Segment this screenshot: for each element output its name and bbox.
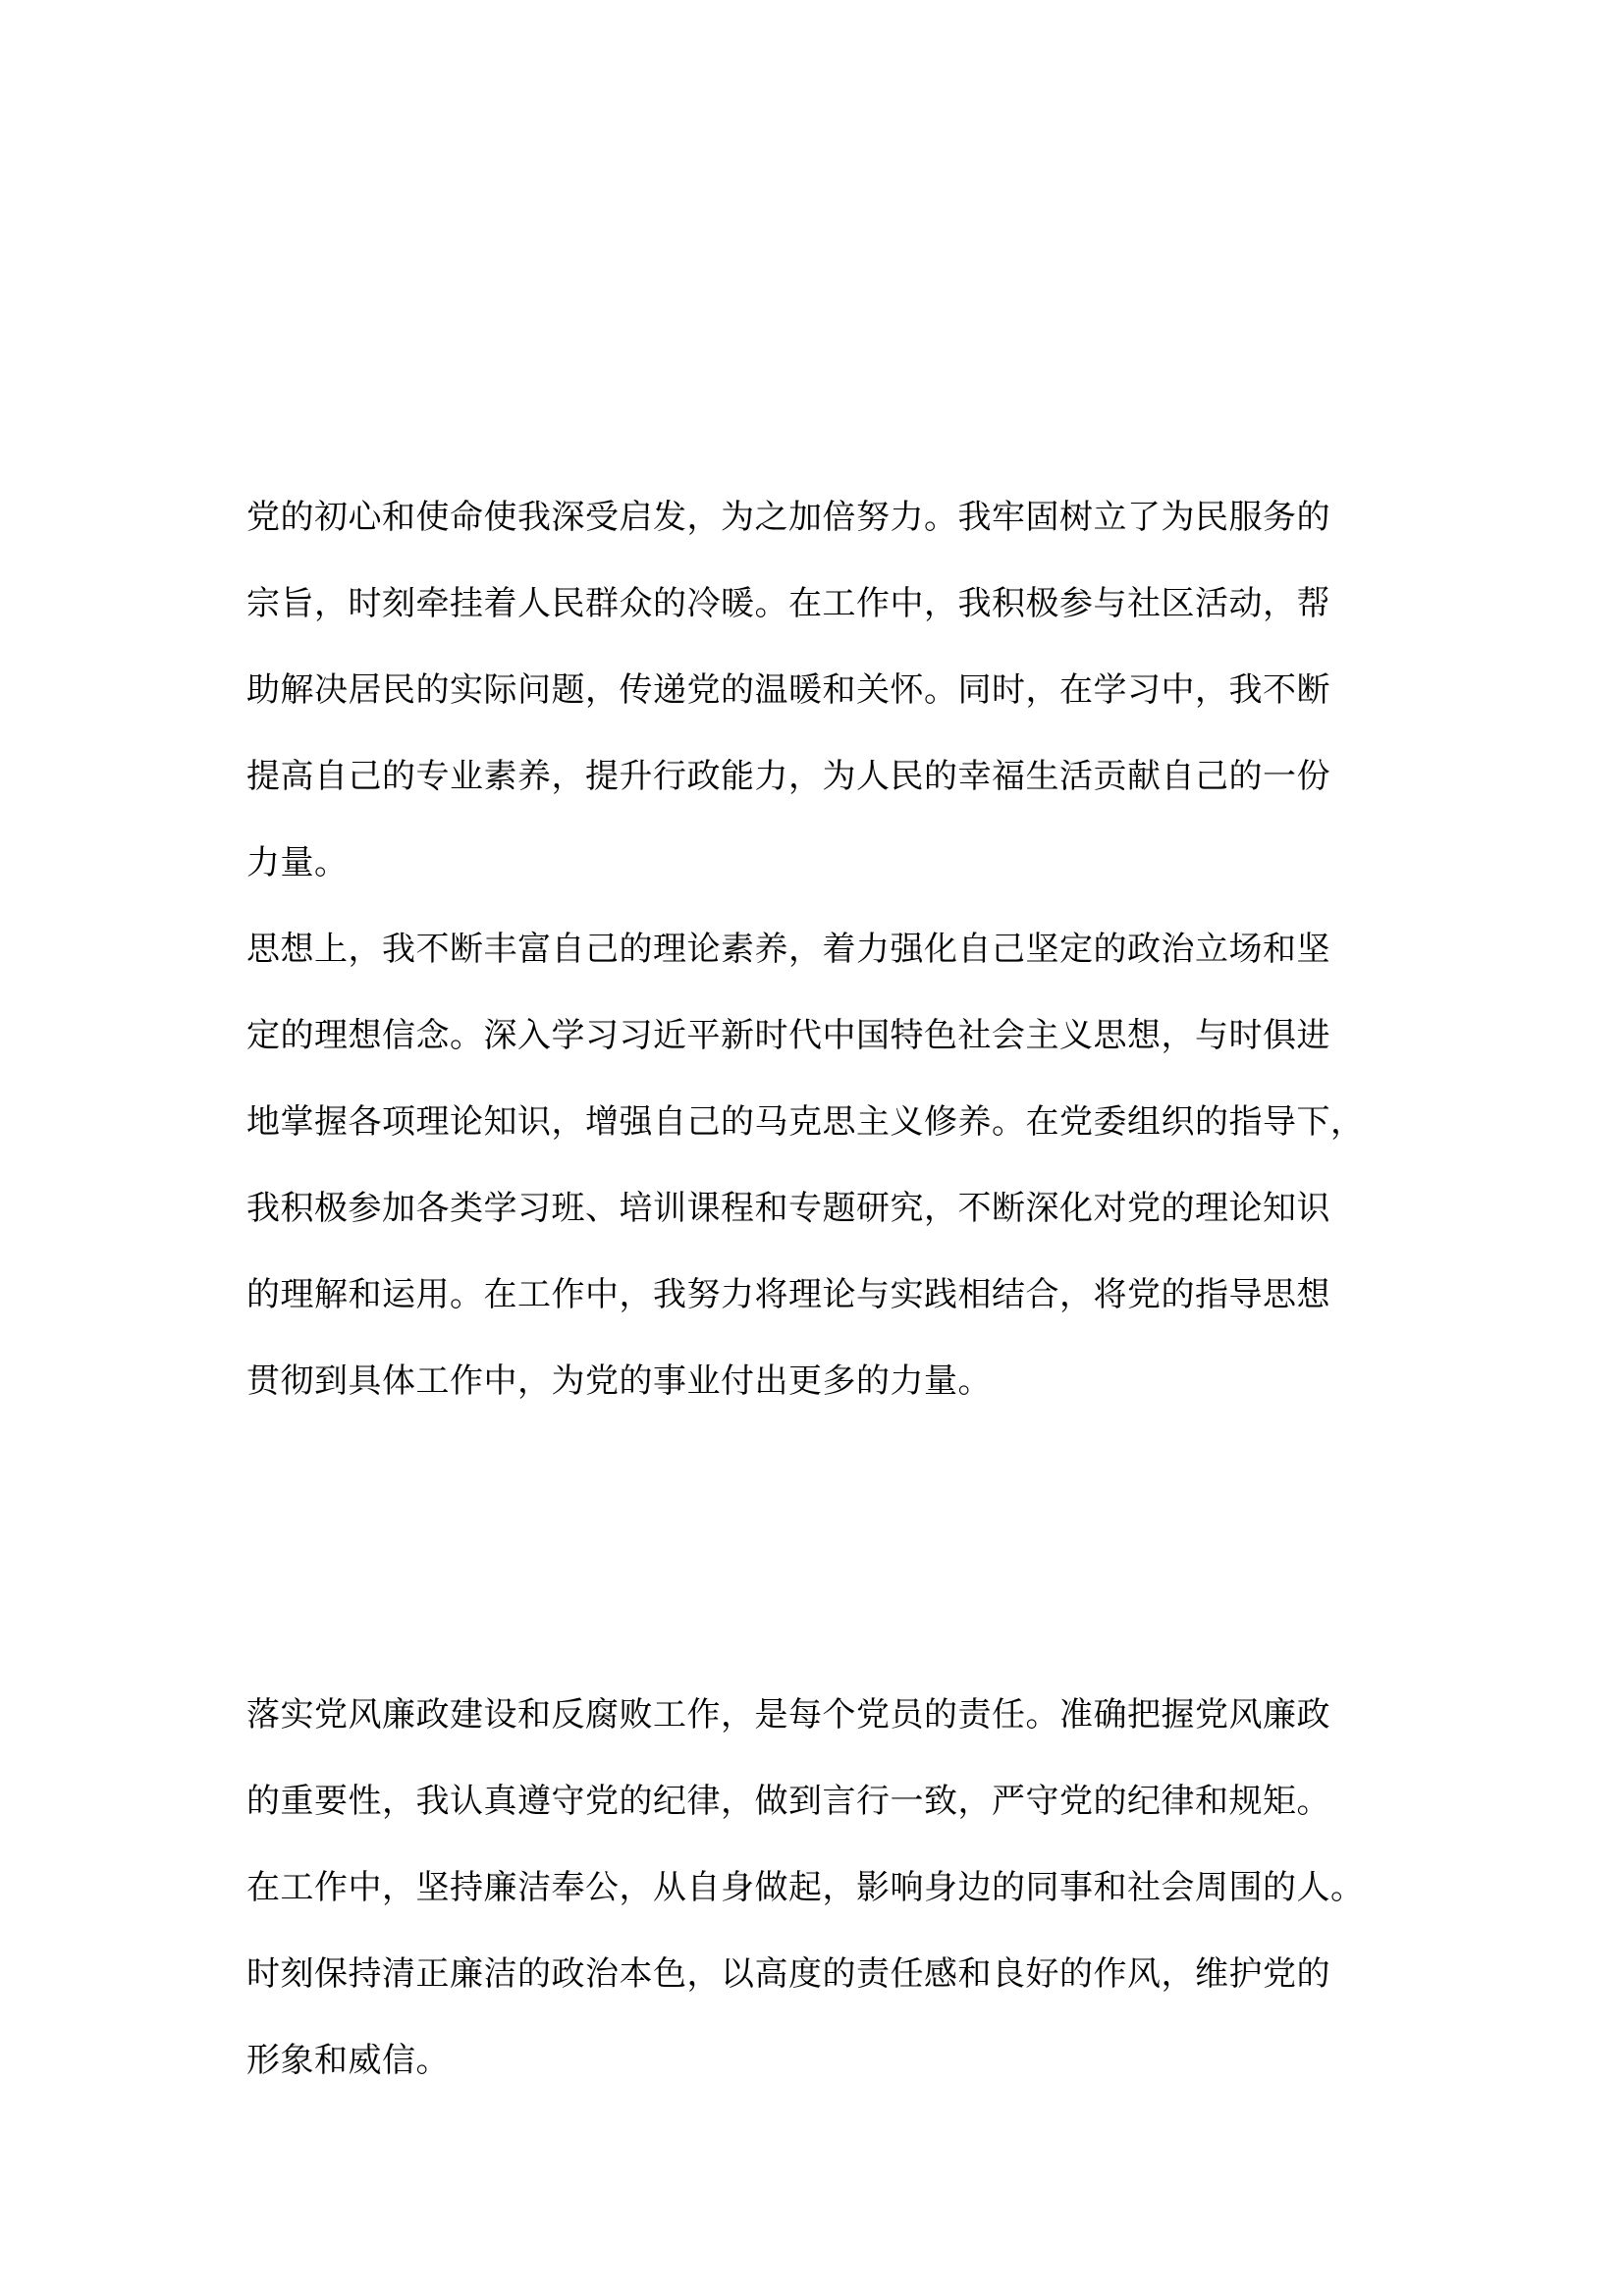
paragraph-ideology — [246, 906, 1365, 1424]
text-line: 在工作中，坚持廉洁奉公，从自身做起，影响身边的同事和社会周围的人。 — [246, 1868, 1365, 1907]
text-line: 党的初心和使命使我深受启发，为之加倍努力。我牢固树立了为民服务的 — [246, 498, 1330, 537]
text-line: 地掌握各项理论知识，增强自己的马克思主义修养。在党委组织的指导下， — [246, 1102, 1365, 1142]
text-line: 时刻保持清正廉洁的政治本色，以高度的责任感和良好的作风，维护党的 — [246, 1954, 1330, 1994]
text-line: 的理解和运用。在工作中，我努力将理论与实践相结合，将党的指导思想 — [246, 1275, 1330, 1314]
text-line: 落实党风廉政建设和反腐败工作，是每个党员的责任。准确把握党风廉政 — [246, 1695, 1330, 1735]
text-line: 的重要性，我认真遵守党的纪律，做到言行一致，严守党的纪律和规矩。 — [246, 1782, 1330, 1821]
text-line: 力量。 — [246, 843, 349, 882]
text-line: 我积极参加各类学习班、培训课程和专题研究，不断深化对党的理论知识 — [246, 1189, 1330, 1228]
text-line: 思想上，我不断丰富自己的理论素养，着力强化自己坚定的政治立场和坚 — [246, 930, 1330, 969]
text-line: 宗旨，时刻牵挂着人民群众的冷暖。在工作中，我积极参与社区活动，帮 — [246, 584, 1330, 623]
paragraph-integrity — [246, 1672, 1365, 2104]
text-line: 形象和威信。 — [246, 2041, 450, 2080]
text-line: 贯彻到具体工作中，为党的事业付出更多的力量。 — [246, 1362, 992, 1401]
paragraph-service — [246, 474, 1330, 906]
text-line: 定的理想信念。深入学习习近平新时代中国特色社会主义思想，与时俱进 — [246, 1016, 1330, 1055]
text-line: 助解决居民的实际问题，传递党的温暖和关怀。同时，在学习中，我不断 — [246, 670, 1330, 710]
text-line: 提高自己的专业素养，提升行政能力，为人民的幸福生活贡献自己的一份 — [246, 757, 1330, 796]
